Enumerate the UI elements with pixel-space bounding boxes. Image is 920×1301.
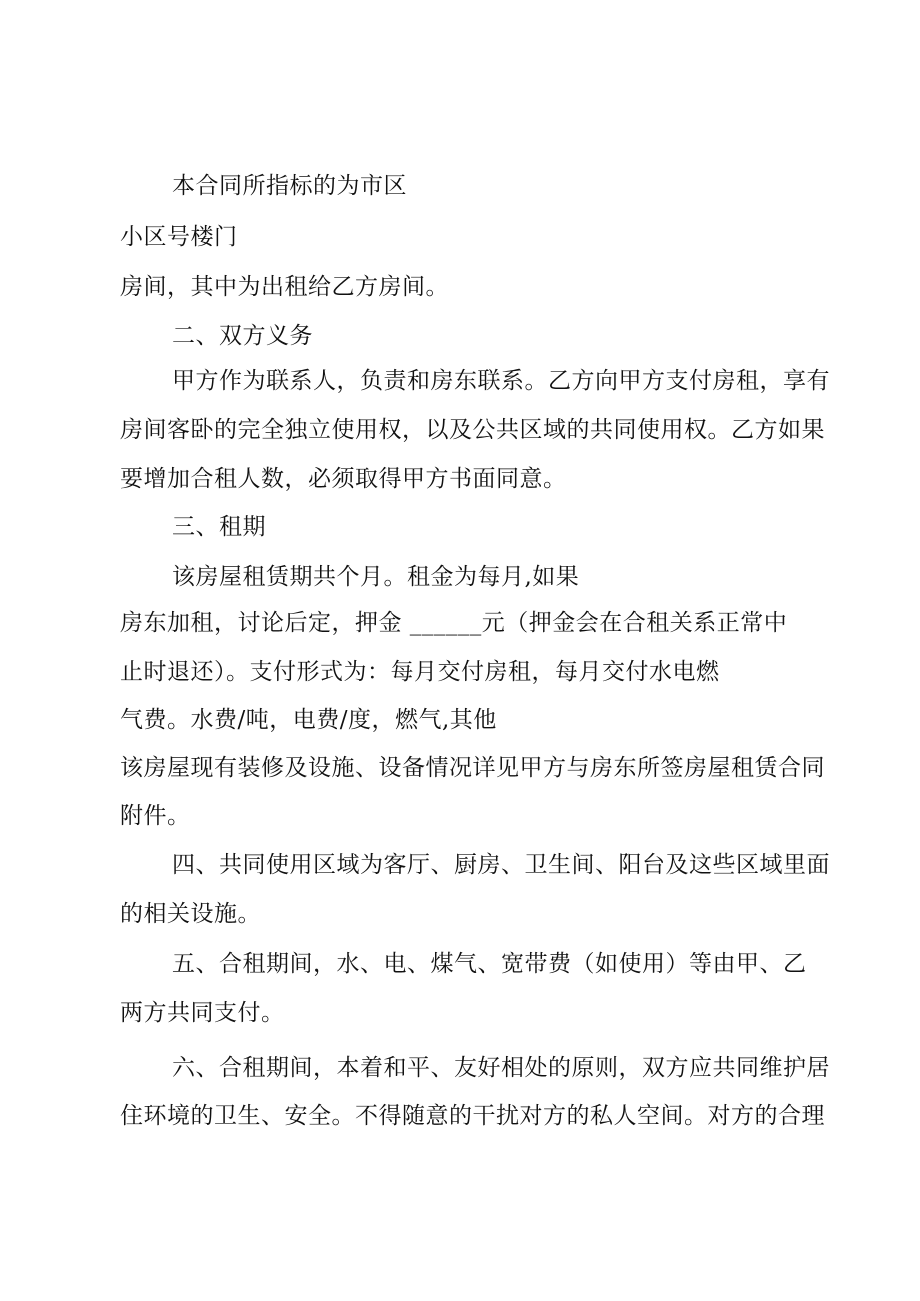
text-line: 两方共同支付。: [120, 1000, 285, 1026]
text-line: 甲方作为联系人，负责和房东联系。乙方向甲方支付房租，享有: [172, 368, 830, 394]
text-line: 房东加租，讨论后定，押金 ______元（押金会在合租关系正常中: [120, 610, 788, 636]
text-line: 附件。: [120, 803, 191, 829]
text-line: 住环境的卫生、安全。不得随意的干扰对方的私人空间。对方的合理: [120, 1103, 825, 1129]
section-heading: 三、租期: [172, 514, 266, 540]
text-line: 止时退还）。支付形式为：每月交付房租，每月交付水电燃: [120, 659, 720, 685]
text-line: 小区号楼门: [120, 224, 238, 250]
section-heading: 二、双方义务: [172, 323, 313, 349]
text-line: 气费。水费/吨，电费/度，燃气,其他: [120, 707, 497, 733]
text-line: 要增加合租人数，必须取得甲方书面同意。: [120, 466, 567, 492]
text-line: 本合同所指标的为市区: [172, 173, 407, 199]
text-line: 的相关设施。: [120, 901, 261, 927]
text-line: 该房屋现有装修及设施、设备情况详见甲方与房东所签房屋租赁合同: [120, 755, 825, 781]
section-heading: 五、合租期间，水、电、煤气、宽带费（如使用）等由甲、乙: [172, 951, 807, 977]
section-heading: 六、合租期间，本着和平、友好相处的原则，双方应共同维护居: [172, 1055, 830, 1081]
section-heading: 四、共同使用区域为客厅、厨房、卫生间、阳台及这些区域里面: [172, 852, 830, 878]
text-line: 该房屋租赁期共个月。租金为每月,如果: [172, 564, 580, 590]
text-line: 房间客卧的完全独立使用权，以及公共区域的共同使用权。乙方如果: [120, 417, 825, 443]
text-line: 房间，其中为出租给乙方房间。: [120, 274, 449, 300]
